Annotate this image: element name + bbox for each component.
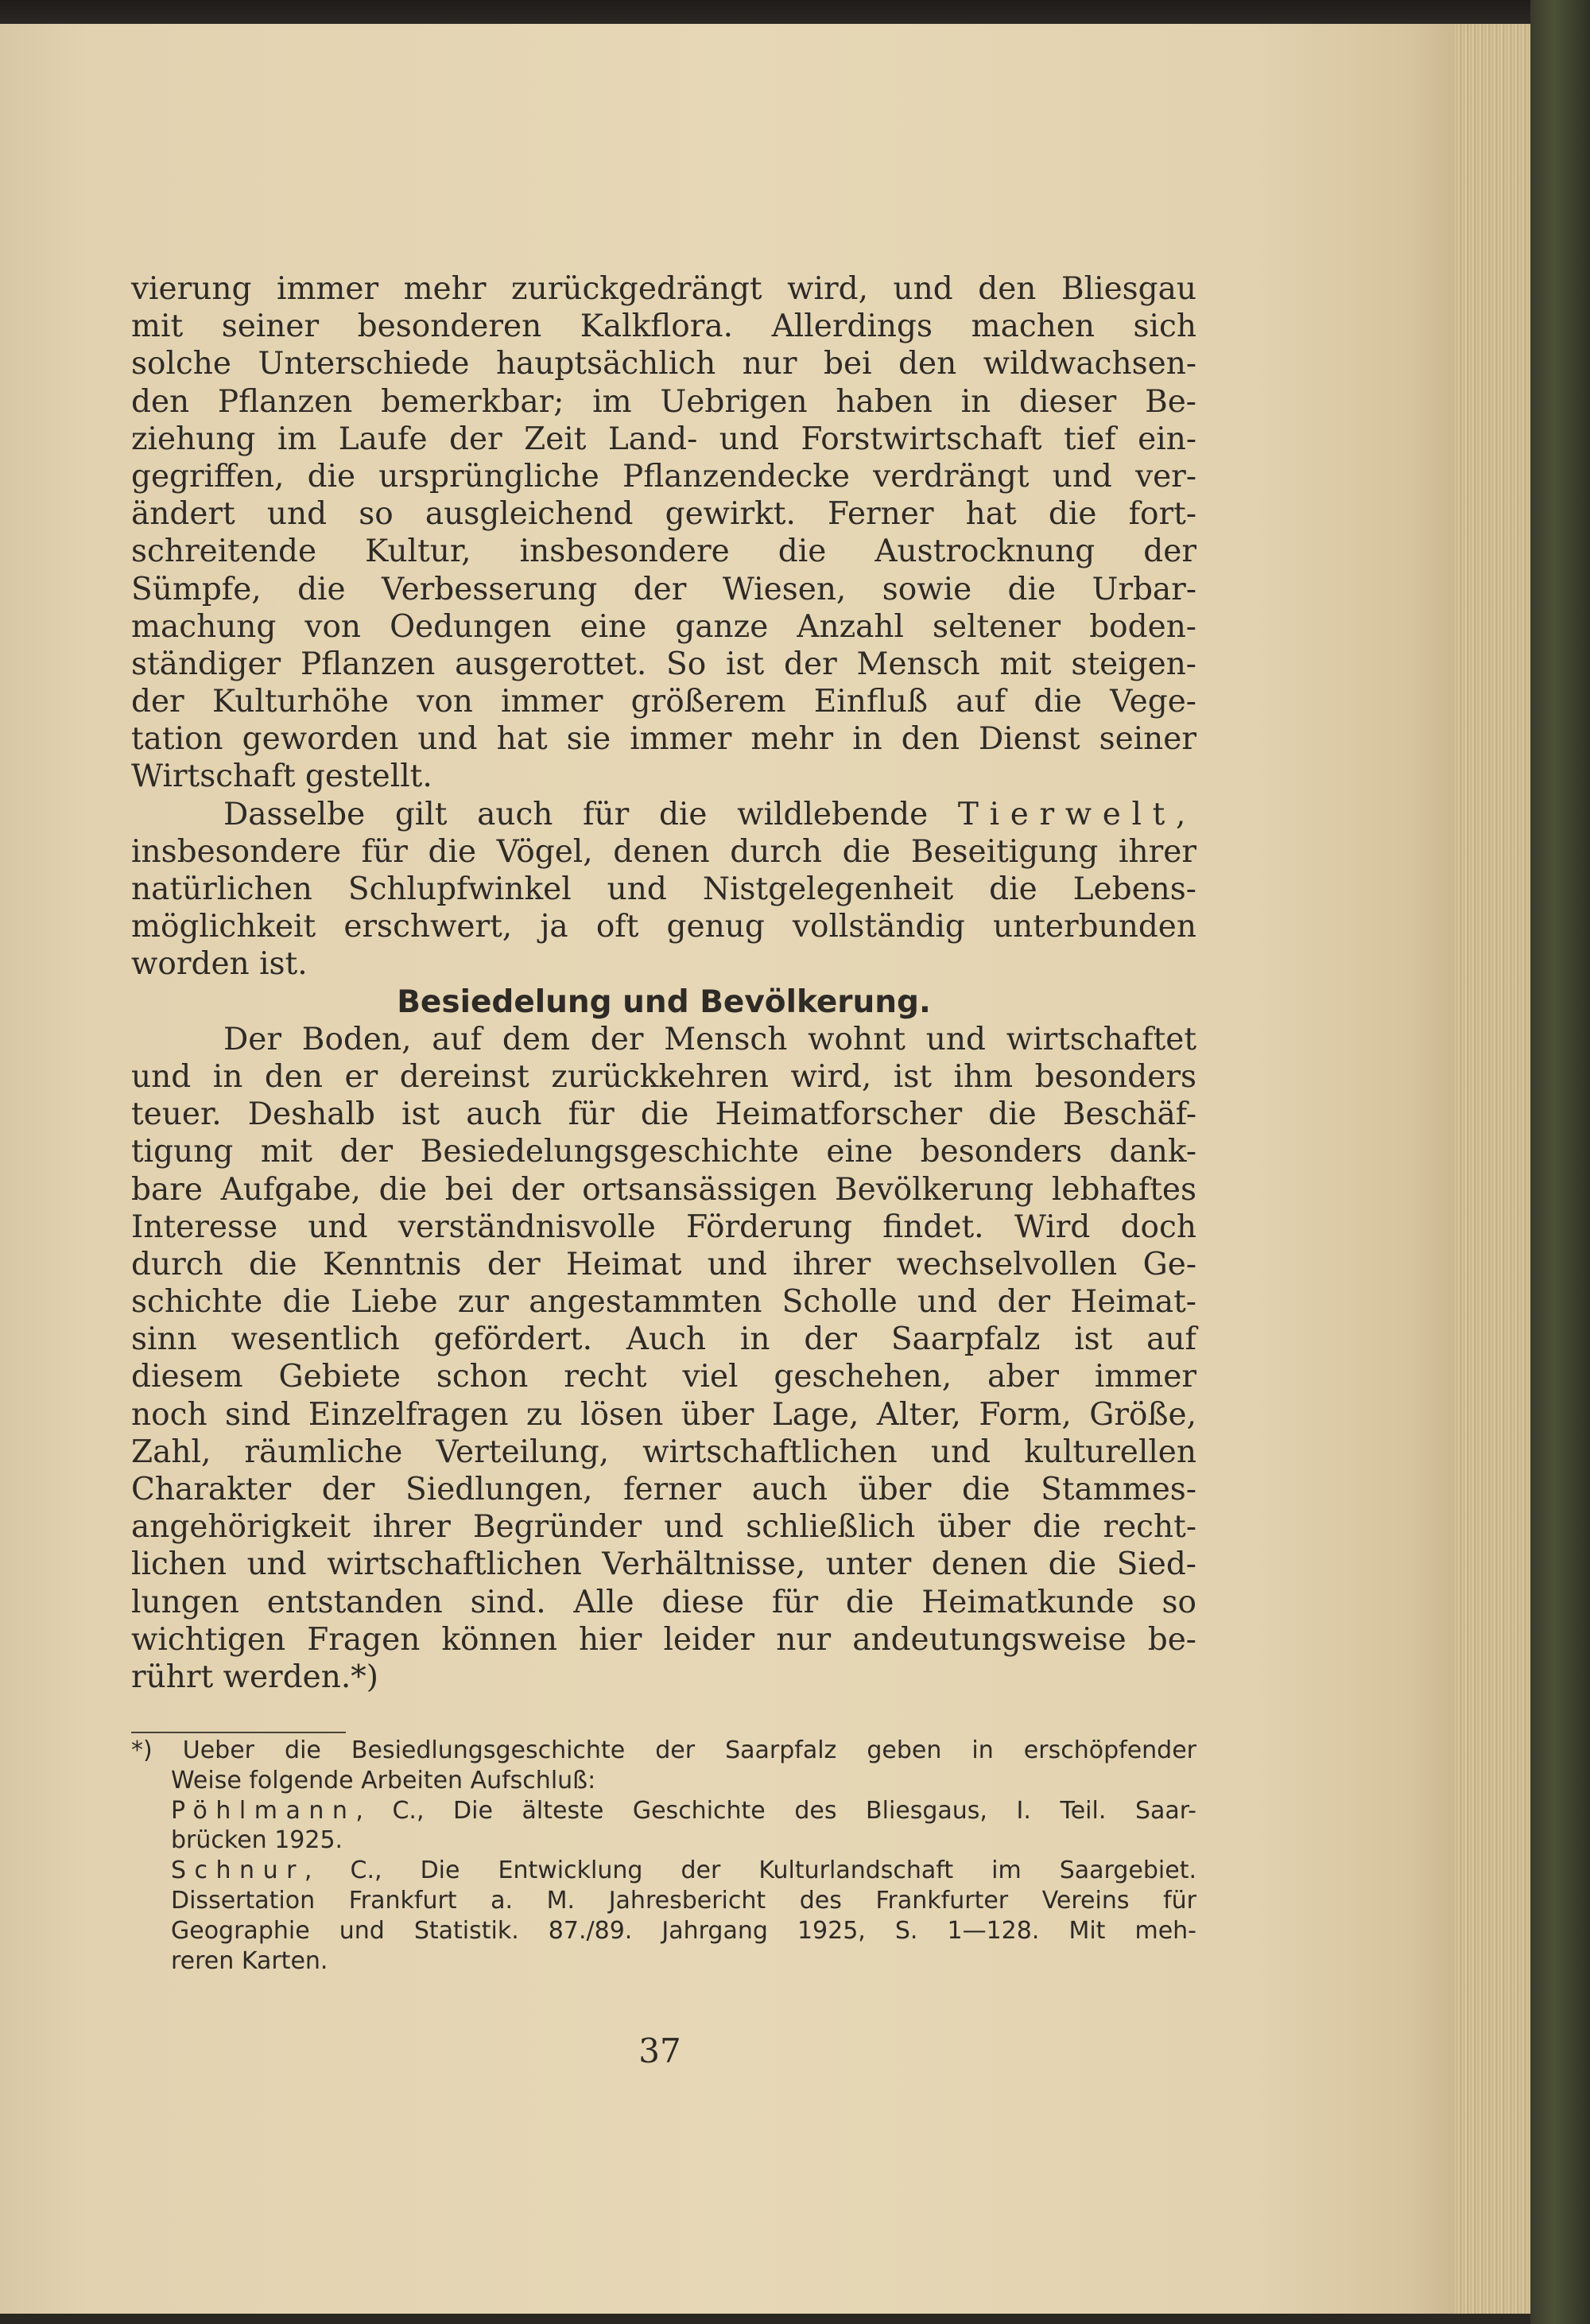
- text-line: möglichkeit erschwert, ja oft genug vollständig unterbunden: [131, 909, 1196, 945]
- text-line: angehörigkeit ihrer Begründer und schließlich über die recht-: [131, 1509, 1196, 1546]
- reference-author: Pöhlmann: [171, 1796, 356, 1825]
- footnote-reference: Schnur, C., Die Entwicklung der Kulturlandschaft im Saargebiet.: [171, 1856, 1196, 1885]
- text-line: Charakter der Siedlungen, ferner auch über die Stammes-: [131, 1472, 1196, 1507]
- text-line: rührt werden.*): [131, 1659, 378, 1695]
- text-line: Interesse und verständnisvolle Förderung findet. Wird doch: [131, 1209, 1196, 1245]
- text-line: worden ist.: [131, 946, 308, 983]
- text-line: sinn wesentlich gefördert. Auch in der Saarpfalz ist auf: [131, 1321, 1196, 1358]
- text-line: Zahl, räumliche Verteilung, wirtschaftlichen und kulturellen: [131, 1434, 1196, 1470]
- text-line: diesem Gebiete schon recht viel geschehen, aber immer: [131, 1359, 1196, 1395]
- paragraph-fauna: [131, 833, 1196, 984]
- text-line: insbesondere für die Vögel, denen durch die Beseitigung ihrer: [131, 833, 1196, 870]
- book-binding: [1530, 0, 1590, 2324]
- footnote-line: Weise folgende Arbeiten Aufschluß:: [171, 1766, 596, 1794]
- text-line: mit seiner besonderen Kalkflora. Allerdings machen sich: [131, 308, 1196, 345]
- text-line: lungen entstanden sind. Alle diese für die Heimatkunde so: [131, 1584, 1196, 1620]
- text-line: gegriffen, die ursprüngliche Pflanzendecke verdrängt und ver-: [131, 458, 1196, 495]
- text-line: lichen und wirtschaftlichen Verhältnisse, unter denen die Sied-: [131, 1546, 1196, 1583]
- text-line: Der Boden, auf dem der Mensch wohnt und wirtschaftet: [223, 1021, 1196, 1057]
- text-line: teuer. Deshalb ist auch für die Heimatforscher die Beschäf-: [131, 1096, 1196, 1133]
- text-line: tigung mit der Besiedelungsgeschichte eine besonders dank-: [131, 1134, 1196, 1170]
- footnote-rule: [131, 1732, 346, 1733]
- text-line: ändert und so ausgleichend gewirkt. Ferner hat die fort-: [131, 496, 1196, 533]
- footnote: [131, 1736, 1196, 1976]
- text-line: vierung immer mehr zurückgedrängt wird, und den Bliesgau: [131, 271, 1196, 307]
- text-line: Sümpfe, die Verbesserung der Wiesen, sowie die Urbar-: [131, 571, 1196, 607]
- page-number: 37: [638, 2031, 681, 2070]
- emphasized-word: Tierwelt,: [957, 796, 1196, 832]
- text-line: schichte die Liebe zur angestammten Scholle und der Heimat-: [131, 1284, 1196, 1321]
- text-line: Dasselbe gilt auch für die wildlebende Tierwelt,: [223, 796, 1196, 832]
- text-line: natürlichen Schlupfwinkel und Nistgelegenheit die Lebens-: [131, 871, 1196, 907]
- paragraph-settlement: [131, 1021, 1196, 1696]
- text-line: den Pflanzen bemerkbar; im Uebrigen haben in dieser Be-: [131, 383, 1196, 420]
- text-line: ziehung im Laufe der Zeit Land- und Forstwirtschaft tief ein-: [131, 421, 1196, 457]
- page-edges: [1455, 24, 1530, 2314]
- text-line: ständiger Pflanzen ausgerottet. So ist der Mensch mit steigen-: [131, 646, 1196, 682]
- footnote-reference: Pöhlmann, C., Die älteste Geschichte des Bliesgaus, I. Teil. Saar-: [171, 1796, 1196, 1825]
- footnote-line: reren Karten.: [171, 1946, 328, 1975]
- footnote-line: brücken 1925.: [171, 1826, 343, 1855]
- text-line: machung von Oedungen eine ganze Anzahl seltener boden-: [131, 608, 1196, 645]
- text-line: noch sind Einzelfragen zu lösen über Lage, Alter, Form, Größe,: [131, 1396, 1196, 1433]
- text-line: solche Unterschiede hauptsächlich nur bei den wildwachsen-: [131, 346, 1196, 382]
- footnote-line: *) Ueber die Besiedlungsgeschichte der Saarpfalz geben in erschöpfender: [131, 1736, 1196, 1764]
- text-line: wichtigen Fragen können hier leider nur andeutungsweise be-: [131, 1621, 1196, 1658]
- text-line: und in den er dereinst zurückkehren wird, ist ihm besonders: [131, 1058, 1196, 1095]
- body-text: [131, 270, 1196, 1696]
- text-line: durch die Kenntnis der Heimat und ihrer wechselvollen Ge-: [131, 1246, 1196, 1282]
- text-line: bare Aufgabe, die bei der ortsansässigen Bevölkerung lebhaftes: [131, 1171, 1196, 1208]
- paragraph-vegetation: [131, 270, 1196, 796]
- book-top-edge: [0, 0, 1590, 27]
- text-line: schreitende Kultur, insbesondere die Austrocknung der: [131, 533, 1196, 570]
- text-line: der Kulturhöhe von immer größerem Einfluß auf die Vege-: [131, 684, 1196, 720]
- text-line: Wirtschaft gestellt.: [131, 759, 432, 795]
- section-heading: Besiedelung und Bevölkerung.: [397, 984, 931, 1020]
- reference-author: Schnur: [171, 1856, 304, 1885]
- footnote-line: Dissertation Frankfurt a. M. Jahresbericht des Frankfurter Vereins für: [171, 1886, 1196, 1915]
- footnote-line: Geographie und Statistik. 87./89. Jahrgang 1925, S. 1—128. Mit meh-: [171, 1916, 1196, 1945]
- text-line: tation geworden und hat sie immer mehr in den Dienst seiner: [131, 721, 1196, 758]
